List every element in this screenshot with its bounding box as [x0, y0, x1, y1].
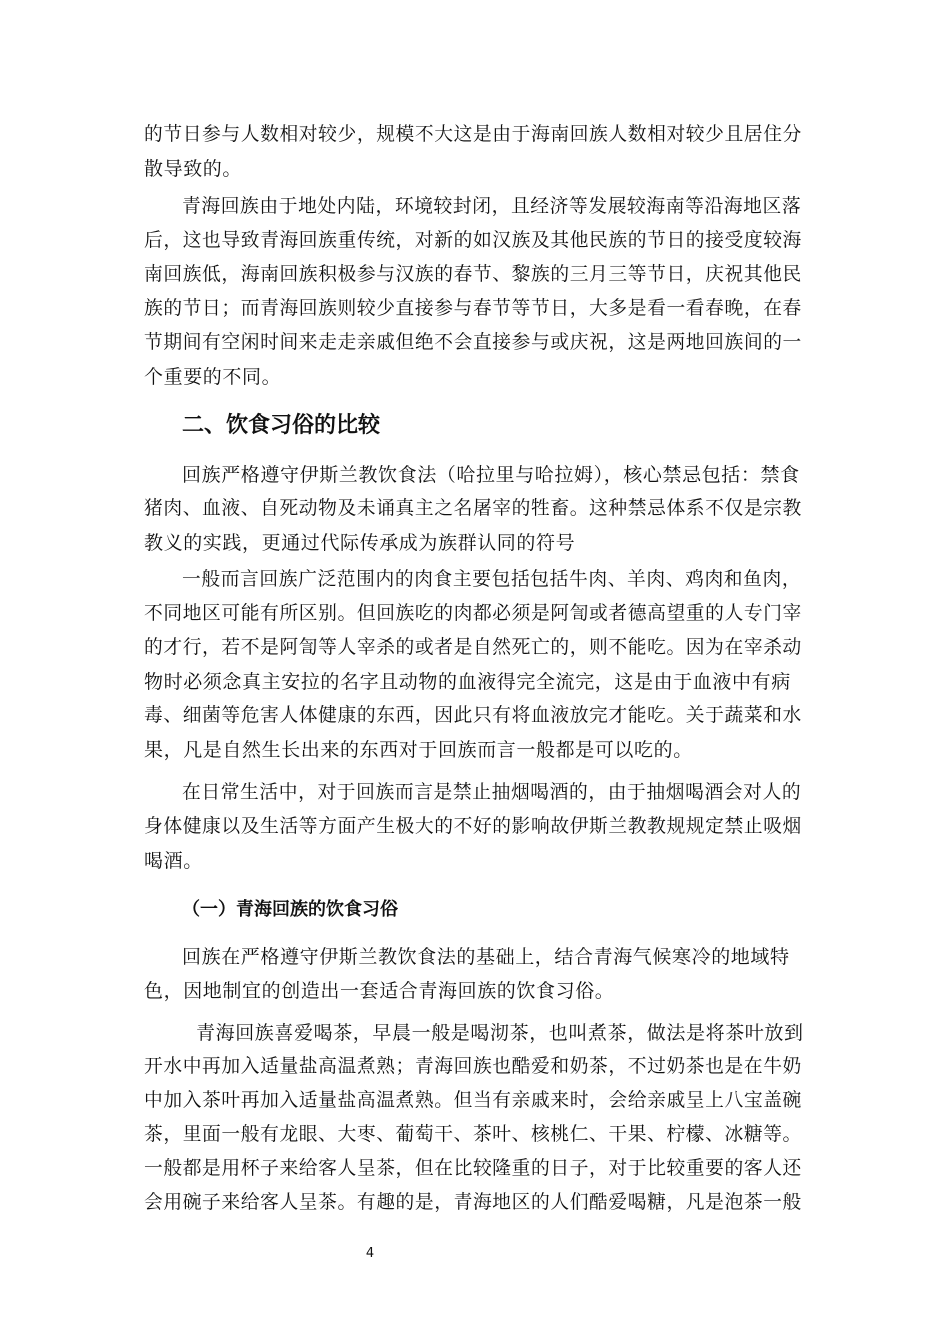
- subsection-heading: （一）青海回族的饮食习俗: [182, 899, 398, 920]
- paragraph-line: 青海回族喜爱喝茶，早晨一般是喝沏茶，也叫煮茶，做法是将茶叶放到: [196, 1022, 804, 1044]
- paragraph-line: 节期间有空闲时间来走走亲戚但绝不会直接参与或庆祝，这是两地回族间的一: [144, 332, 802, 353]
- paragraph-line: 一般而言回族广泛范围内的肉食主要包括包括牛肉、羊肉、鸡肉和鱼肉，: [182, 569, 802, 590]
- paragraph-line: 毒、细菌等危害人体健康的东西，因此只有将血液放完才能吃。关于蔬菜和水: [144, 705, 802, 726]
- paragraph-line: 的才行，若不是阿訇等人宰杀的或者是自然死亡的，则不能吃。因为在宰杀动: [144, 637, 802, 658]
- paragraph-line: 青海回族由于地处内陆，环境较封闭，且经济等发展较海南等沿海地区落: [182, 196, 802, 217]
- paragraph-line: 回族在严格遵守伊斯兰教饮食法的基础上，结合青海气候寒冷的地域特: [182, 946, 790, 968]
- paragraph-line: 猪肉、血液、自死动物及未诵真主之名屠宰的牲畜。这种禁忌体系不仅是宗教: [144, 498, 802, 519]
- paragraph-line: 茶，里面一般有龙眼、大枣、葡萄干、茶叶、核桃仁、干果、柠檬、冰糖等。: [144, 1124, 802, 1145]
- paragraph-line: 散导致的。: [144, 158, 243, 180]
- paragraph-line: 身体健康以及生活等方面产生极大的不好的影响故伊斯兰教教规规定禁止吸烟: [144, 816, 802, 837]
- paragraph-line: 回族严格遵守伊斯兰教饮食法（哈拉里与哈拉姆），核心禁忌包括：禁食: [182, 464, 800, 486]
- page-number: 4: [365, 1246, 375, 1261]
- paragraph-line: 族的节日；而青海回族则较少直接参与春节等节日，大多是看一看春晚，在春: [144, 298, 802, 319]
- paragraph-line: 不同地区可能有所区别。但回族吃的肉都必须是阿訇或者德高望重的人专门宰: [144, 603, 802, 624]
- paragraph-line: 物时必须念真主安拉的名字且动物的血液得完全流完，这是由于血液中有病: [144, 671, 791, 693]
- paragraph-line: 中加入茶叶再加入适量盐高温煮熟。但当有亲戚来时，会给亲戚呈上八宝盖碗: [144, 1090, 802, 1111]
- paragraph-line: 教义的实践，更通过代际传承成为族群认同的符号: [144, 532, 576, 554]
- paragraph-line: 南回族低，海南回族积极参与汉族的春节、黎族的三月三等节日，庆祝其他民: [144, 264, 802, 285]
- paragraph-line: 的节日参与人数相对较少，规模不大这是由于海南回族人数相对较少且居住分: [144, 124, 802, 145]
- paragraph-line: 开水中再加入适量盐高温煮熟；青海回族也酷爱和奶茶，不过奶茶也是在牛奶: [144, 1056, 802, 1077]
- paragraph-line: 会用碗子来给客人呈茶。有趣的是，青海地区的人们酷爱喝糖，凡是泡茶一般: [144, 1192, 802, 1213]
- paragraph-line: 喝酒。: [144, 850, 203, 872]
- section-heading: 二、饮食习俗的比较: [182, 413, 381, 438]
- paragraph-line: 个重要的不同。: [144, 366, 282, 388]
- paragraph-line: 果，凡是自然生长出来的东西对于回族而言一般都是可以吃的。: [144, 739, 693, 761]
- paragraph-line: 在日常生活中，对于回族而言是禁止抽烟喝酒的，由于抽烟喝酒会对人的: [182, 782, 802, 803]
- paragraph-line: 色，因地制宜的创造出一套适合青海回族的饮食习俗。: [144, 980, 615, 1002]
- paragraph-line: 后，这也导致青海回族重传统，对新的如汉族及其他民族的节日的接受度较海: [144, 230, 802, 251]
- paragraph-line: 一般都是用杯子来给客人呈茶，但在比较隆重的日子，对于比较重要的客人还: [144, 1158, 802, 1179]
